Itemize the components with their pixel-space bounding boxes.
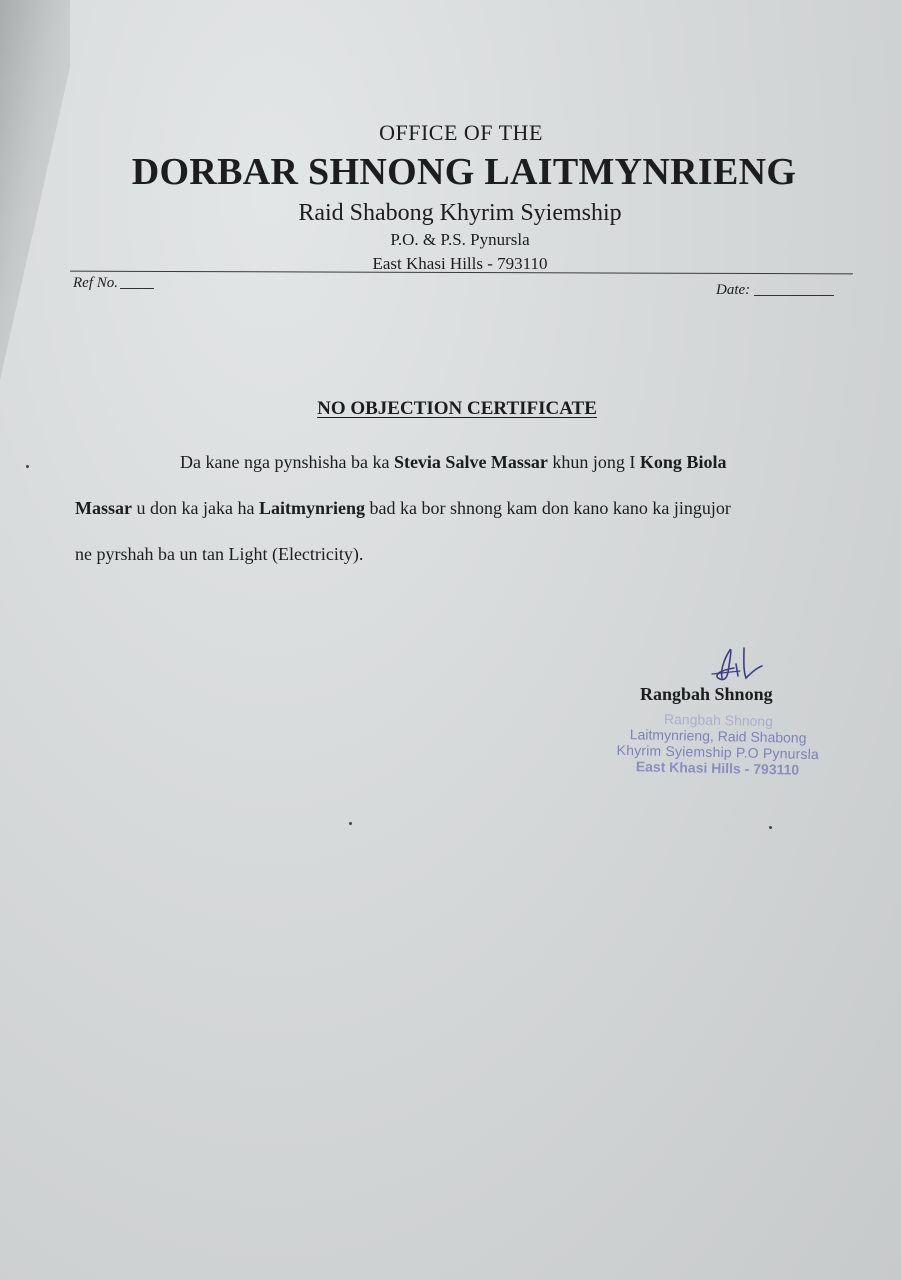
certificate-body-line-3: ne pyrshah ba un tan Light (Electricity).: [75, 544, 364, 564]
post-office-line: P.O. & P.S. Pynursla: [390, 230, 530, 249]
parent-surname: Massar: [75, 498, 132, 518]
body-text: bad ka bor shnong kam don kano kano ka jingujor: [364, 498, 731, 518]
stamp-line: East Khasi Hills - 793110: [635, 758, 800, 778]
date-label: Date:: [716, 282, 751, 298]
office-of-heading: OFFICE OF THE: [379, 120, 543, 145]
body-text: khun jong I: [547, 452, 640, 472]
ref-label: Ref No.: [73, 275, 118, 291]
stamp-line: Laitmynrieng, Raid Shabong: [629, 726, 807, 746]
locality-name: Laitmynrieng: [258, 498, 365, 518]
organization-subtitle: Raid Shabong Khyrim Syiemship: [298, 200, 622, 226]
body-text: u don ka jaka ha: [132, 498, 259, 518]
signatory-title: Rangbah Shnong: [640, 684, 773, 704]
certificate-title: NO OBJECTION CERTIFICATE: [317, 398, 597, 419]
organization-name: DORBAR SHNONG LAITMYNRIENG: [131, 151, 797, 193]
stamp-line: Khyrim Syiemship P.O Pynursla: [616, 741, 820, 763]
address-line: East Khasi Hills - 793110: [372, 254, 548, 273]
paper-speck: [349, 822, 352, 825]
parent-name: Kong Biola: [639, 452, 727, 472]
stamp-line: Rangbah Shnong: [663, 710, 774, 730]
official-seal-stamp: [597, 709, 838, 778]
paper-speck: [769, 826, 772, 829]
signature-mark: [700, 638, 780, 688]
date-field: [716, 282, 834, 299]
date-blank: [754, 295, 834, 296]
body-text: Da kane nga pynshisha ba ka: [180, 452, 394, 472]
ref-blank: [120, 288, 154, 289]
certificate-body-line-1: [180, 452, 726, 473]
reference-number: [73, 275, 154, 292]
paper-speck: [26, 465, 29, 468]
applicant-name: Stevia Salve Massar: [393, 452, 548, 472]
certificate-body-line-2: [75, 498, 731, 519]
